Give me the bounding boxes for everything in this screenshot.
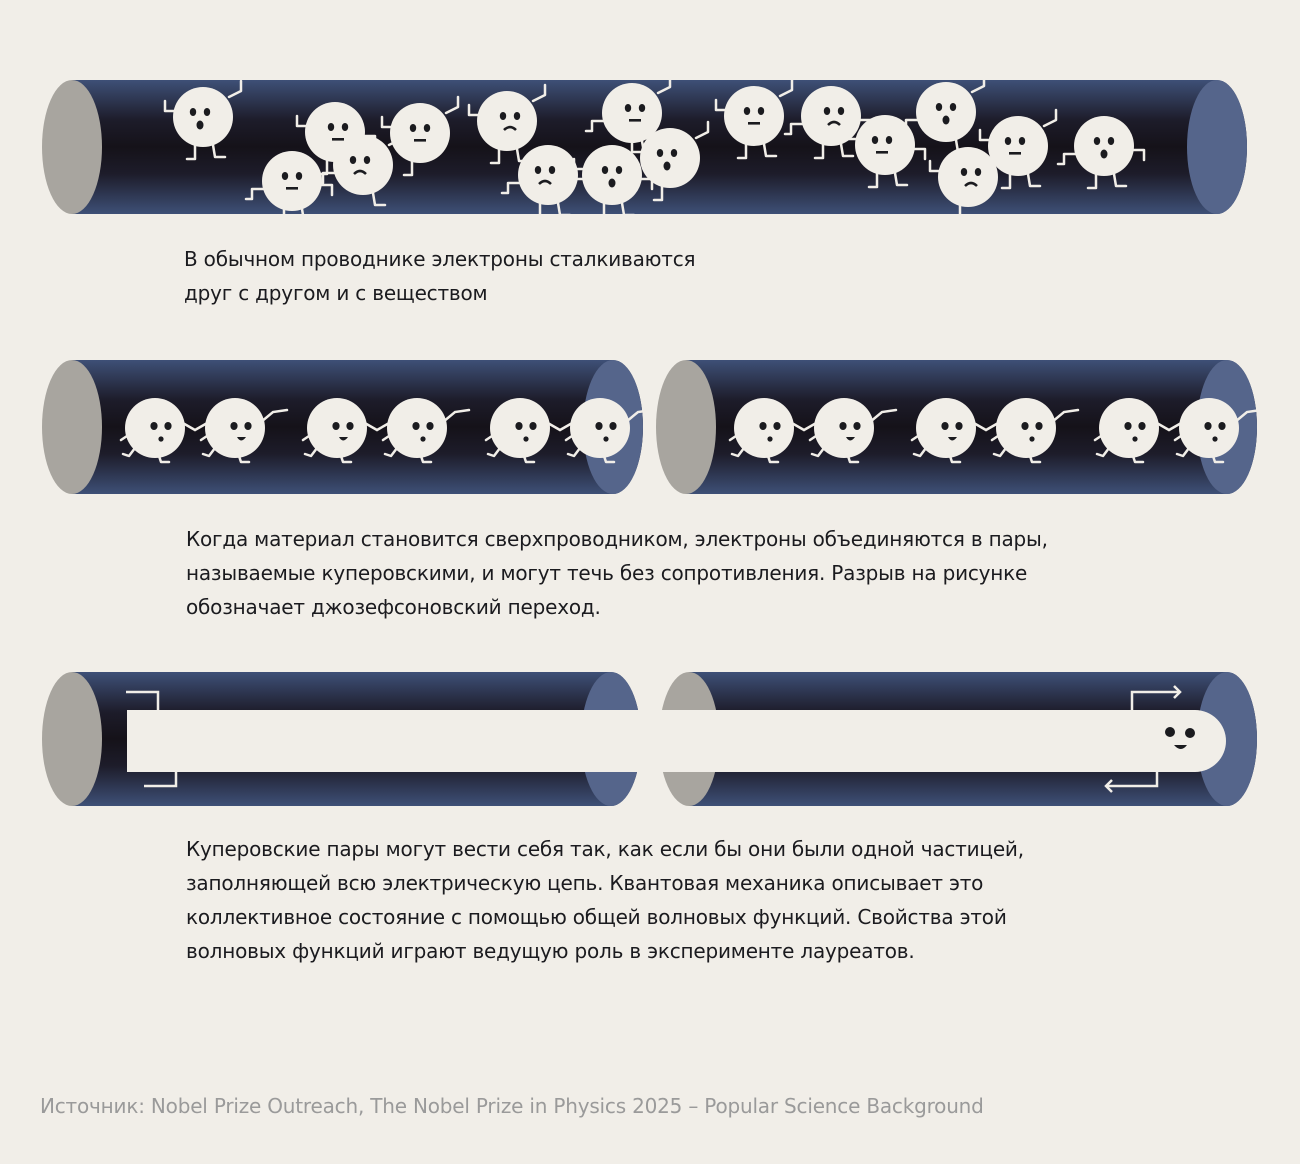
caption-line: Когда материал становится сверхпроводником, электроны объединяются в пары, [186, 527, 1048, 551]
caption-wavefunction [186, 832, 1024, 968]
caption-line: Куперовские пары могут вести себя так, как если бы они были одной частицей, [186, 837, 1024, 861]
caption-line: друг с другом и с веществом [184, 281, 488, 305]
source-credit: Источник: Nobel Prize Outreach, The Nobel Prize in Physics 2025 – Popular Science Background [40, 1094, 984, 1118]
superconductor-tube-left [42, 360, 652, 494]
conductor-tube [42, 76, 1247, 223]
caption-line: коллективное состояние с помощью общей волновых функций. Свойства этой [186, 905, 1007, 929]
superconductor-tube-right [656, 360, 1261, 494]
caption-ordinary-conductor [184, 242, 695, 310]
caption-line: обозначает джозефсоновский переход. [186, 595, 601, 619]
caption-line: волновых функций играют ведущую роль в эксперименте лауреатов. [186, 939, 915, 963]
caption-superconductor [186, 522, 1048, 624]
caption-line: В обычном проводнике электроны сталкиваются [184, 247, 696, 271]
caption-line: называемые куперовскими, и могут течь без сопротивления. Разрыв на рисунке [186, 561, 1028, 585]
caption-line: заполняющей всю электрическую цепь. Квантовая механика описывает это [186, 871, 984, 895]
